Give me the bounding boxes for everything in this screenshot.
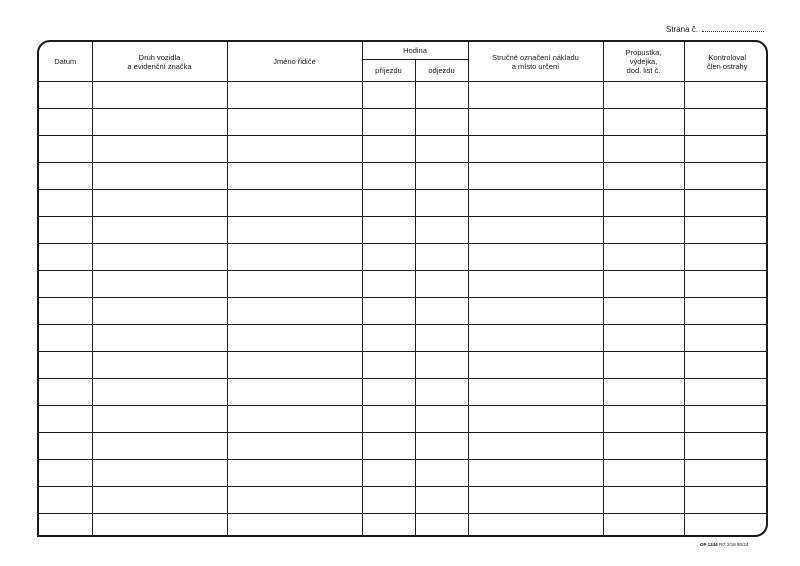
cell-naklad[interactable] <box>468 109 603 136</box>
table-row <box>39 136 768 163</box>
cell-datum[interactable] <box>39 406 92 433</box>
cell-prijezdu[interactable] <box>362 460 415 487</box>
cell-vozidlo[interactable] <box>92 406 227 433</box>
cell-datum[interactable] <box>39 82 92 109</box>
page-number-field <box>666 24 764 34</box>
cell-prijezdu[interactable] <box>362 487 415 514</box>
cell-datum[interactable] <box>39 325 92 352</box>
table-row <box>39 190 768 217</box>
cell-ridic[interactable] <box>227 487 362 514</box>
table-row <box>39 82 768 109</box>
cell-prijezdu[interactable] <box>362 352 415 379</box>
cell-naklad[interactable] <box>468 433 603 460</box>
cell-propustka[interactable] <box>603 271 684 298</box>
form-code-ref: RG 2/18 80/24 <box>718 542 749 547</box>
header-line: dod. list č. <box>626 66 661 75</box>
header-line: odjezdu <box>428 66 455 75</box>
cell-prijezdu[interactable] <box>362 379 415 406</box>
cell-vozidlo[interactable] <box>92 190 227 217</box>
header-vozidlo <box>92 42 227 82</box>
cell-datum[interactable] <box>39 244 92 271</box>
cell-propustka[interactable] <box>603 433 684 460</box>
cell-ridic[interactable] <box>227 136 362 163</box>
cell-kontroloval[interactable] <box>684 406 768 433</box>
cell-naklad[interactable] <box>468 190 603 217</box>
cell-prijezdu[interactable] <box>362 298 415 325</box>
cell-kontroloval[interactable] <box>684 325 768 352</box>
cell-odjezdu[interactable] <box>415 244 468 271</box>
cell-kontroloval[interactable] <box>684 82 768 109</box>
header-line: Kontroloval <box>708 52 747 62</box>
header-line: a místo určení <box>511 61 560 71</box>
cell-prijezdu[interactable] <box>362 190 415 217</box>
form-frame <box>37 40 768 537</box>
form-code-number: OP 1244 <box>700 542 718 547</box>
cell-datum[interactable] <box>39 136 92 163</box>
cell-ridic[interactable] <box>227 514 362 538</box>
cell-kontroloval[interactable] <box>684 190 768 217</box>
table-row <box>39 271 768 298</box>
cell-ridic[interactable] <box>227 244 362 271</box>
cell-ridic[interactable] <box>227 433 362 460</box>
cell-odjezdu[interactable] <box>415 298 468 325</box>
cell-datum[interactable] <box>39 109 92 136</box>
cell-ridic[interactable] <box>227 325 362 352</box>
cell-datum[interactable] <box>39 298 92 325</box>
cell-propustka[interactable] <box>603 217 684 244</box>
cell-datum[interactable] <box>39 379 92 406</box>
cell-propustka[interactable] <box>603 352 684 379</box>
cell-kontroloval[interactable] <box>684 352 768 379</box>
cell-propustka[interactable] <box>603 109 684 136</box>
cell-datum[interactable] <box>39 433 92 460</box>
cell-naklad[interactable] <box>468 217 603 244</box>
cell-vozidlo[interactable] <box>92 298 227 325</box>
header-odjezdu <box>415 60 468 82</box>
cell-vozidlo[interactable] <box>92 82 227 109</box>
log-table-body <box>39 82 768 538</box>
cell-kontroloval[interactable] <box>684 163 768 190</box>
header-ridic <box>227 42 362 82</box>
header-line: Jméno řidiče <box>273 57 316 66</box>
cell-odjezdu[interactable] <box>415 325 468 352</box>
cell-ridic[interactable] <box>227 460 362 487</box>
cell-odjezdu[interactable] <box>415 190 468 217</box>
table-row <box>39 109 768 136</box>
cell-ridic[interactable] <box>227 82 362 109</box>
log-table <box>39 42 768 537</box>
cell-datum[interactable] <box>39 190 92 217</box>
cell-datum[interactable] <box>39 487 92 514</box>
cell-naklad[interactable] <box>468 379 603 406</box>
header-propustka <box>603 42 684 82</box>
cell-propustka[interactable] <box>603 406 684 433</box>
cell-kontroloval[interactable] <box>684 136 768 163</box>
cell-naklad[interactable] <box>468 244 603 271</box>
table-row <box>39 217 768 244</box>
cell-ridic[interactable] <box>227 190 362 217</box>
cell-naklad[interactable] <box>468 487 603 514</box>
header-line: člen ostrahy <box>707 61 748 71</box>
cell-prijezdu[interactable] <box>362 109 415 136</box>
cell-ridic[interactable] <box>227 271 362 298</box>
header-line: příjezdu <box>375 66 402 75</box>
cell-vozidlo[interactable] <box>92 325 227 352</box>
header-line: Propustka, <box>625 48 662 57</box>
cell-propustka[interactable] <box>603 190 684 217</box>
cell-propustka[interactable] <box>603 298 684 325</box>
cell-prijezdu[interactable] <box>362 514 415 538</box>
cell-datum[interactable] <box>39 352 92 379</box>
header-line: Hodina <box>403 46 427 55</box>
cell-propustka[interactable] <box>603 136 684 163</box>
cell-prijezdu[interactable] <box>362 433 415 460</box>
cell-datum[interactable] <box>39 217 92 244</box>
table-row <box>39 406 768 433</box>
cell-datum[interactable] <box>39 271 92 298</box>
table-row <box>39 379 768 406</box>
cell-kontroloval[interactable] <box>684 109 768 136</box>
header-hodina <box>362 42 468 60</box>
page-number-blank[interactable] <box>702 24 764 32</box>
cell-propustka[interactable] <box>603 379 684 406</box>
table-row <box>39 352 768 379</box>
table-row <box>39 433 768 460</box>
cell-propustka[interactable] <box>603 244 684 271</box>
cell-vozidlo[interactable] <box>92 514 227 538</box>
cell-propustka[interactable] <box>603 325 684 352</box>
header-naklad <box>468 42 603 82</box>
cell-odjezdu[interactable] <box>415 109 468 136</box>
cell-vozidlo[interactable] <box>92 433 227 460</box>
cell-kontroloval[interactable] <box>684 271 768 298</box>
cell-odjezdu[interactable] <box>415 352 468 379</box>
table-row <box>39 163 768 190</box>
cell-prijezdu[interactable] <box>362 244 415 271</box>
cell-ridic[interactable] <box>227 406 362 433</box>
cell-naklad[interactable] <box>468 352 603 379</box>
cell-ridic[interactable] <box>227 109 362 136</box>
header-line: výdejka, <box>629 57 658 66</box>
cell-propustka[interactable] <box>603 82 684 109</box>
cell-prijezdu[interactable] <box>362 82 415 109</box>
cell-odjezdu[interactable] <box>415 136 468 163</box>
cell-odjezdu[interactable] <box>415 82 468 109</box>
table-row <box>39 460 768 487</box>
cell-naklad[interactable] <box>468 514 603 538</box>
header-line: Stručné označení nákladu <box>492 52 579 62</box>
cell-odjezdu[interactable] <box>415 514 468 538</box>
page-number-label: Strana č. <box>666 25 699 34</box>
cell-naklad[interactable] <box>468 325 603 352</box>
cell-odjezdu[interactable] <box>415 460 468 487</box>
cell-odjezdu[interactable] <box>415 217 468 244</box>
cell-odjezdu[interactable] <box>415 487 468 514</box>
cell-vozidlo[interactable] <box>92 136 227 163</box>
cell-prijezdu[interactable] <box>362 271 415 298</box>
cell-kontroloval[interactable] <box>684 379 768 406</box>
cell-kontroloval[interactable] <box>684 514 768 538</box>
cell-prijezdu[interactable] <box>362 163 415 190</box>
cell-odjezdu[interactable] <box>415 433 468 460</box>
header-line: Datum <box>54 57 77 66</box>
cell-ridic[interactable] <box>227 298 362 325</box>
cell-kontroloval[interactable] <box>684 487 768 514</box>
cell-datum[interactable] <box>39 163 92 190</box>
cell-kontroloval[interactable] <box>684 460 768 487</box>
cell-ridic[interactable] <box>227 352 362 379</box>
cell-vozidlo[interactable] <box>92 487 227 514</box>
table-row <box>39 325 768 352</box>
cell-naklad[interactable] <box>468 271 603 298</box>
cell-vozidlo[interactable] <box>92 352 227 379</box>
header-line: Druh vozidla <box>138 52 181 62</box>
header-kontroloval <box>684 42 768 82</box>
table-row <box>39 298 768 325</box>
cell-propustka[interactable] <box>603 487 684 514</box>
cell-ridic[interactable] <box>227 217 362 244</box>
cell-datum[interactable] <box>39 460 92 487</box>
cell-naklad[interactable] <box>468 406 603 433</box>
cell-odjezdu[interactable] <box>415 379 468 406</box>
cell-naklad[interactable] <box>468 82 603 109</box>
table-row <box>39 244 768 271</box>
cell-ridic[interactable] <box>227 379 362 406</box>
cell-vozidlo[interactable] <box>92 271 227 298</box>
cell-vozidlo[interactable] <box>92 163 227 190</box>
cell-vozidlo[interactable] <box>92 379 227 406</box>
cell-odjezdu[interactable] <box>415 406 468 433</box>
cell-prijezdu[interactable] <box>362 325 415 352</box>
cell-kontroloval[interactable] <box>684 298 768 325</box>
cell-vozidlo[interactable] <box>92 460 227 487</box>
cell-vozidlo[interactable] <box>92 217 227 244</box>
cell-ridic[interactable] <box>227 163 362 190</box>
cell-kontroloval[interactable] <box>684 217 768 244</box>
header-datum <box>39 42 92 82</box>
form-code <box>700 542 748 547</box>
cell-odjezdu[interactable] <box>415 271 468 298</box>
table-row <box>39 487 768 514</box>
cell-datum[interactable] <box>39 514 92 538</box>
cell-naklad[interactable] <box>468 136 603 163</box>
cell-kontroloval[interactable] <box>684 433 768 460</box>
cell-naklad[interactable] <box>468 298 603 325</box>
cell-propustka[interactable] <box>603 163 684 190</box>
cell-prijezdu[interactable] <box>362 406 415 433</box>
header-prijezdu <box>362 60 415 82</box>
table-row <box>39 514 768 538</box>
cell-vozidlo[interactable] <box>92 109 227 136</box>
header-line: a evidenční značka <box>127 61 192 71</box>
cell-propustka[interactable] <box>603 460 684 487</box>
cell-naklad[interactable] <box>468 460 603 487</box>
cell-naklad[interactable] <box>468 163 603 190</box>
cell-propustka[interactable] <box>603 514 684 538</box>
cell-prijezdu[interactable] <box>362 136 415 163</box>
cell-odjezdu[interactable] <box>415 163 468 190</box>
cell-prijezdu[interactable] <box>362 217 415 244</box>
cell-vozidlo[interactable] <box>92 244 227 271</box>
cell-kontroloval[interactable] <box>684 244 768 271</box>
